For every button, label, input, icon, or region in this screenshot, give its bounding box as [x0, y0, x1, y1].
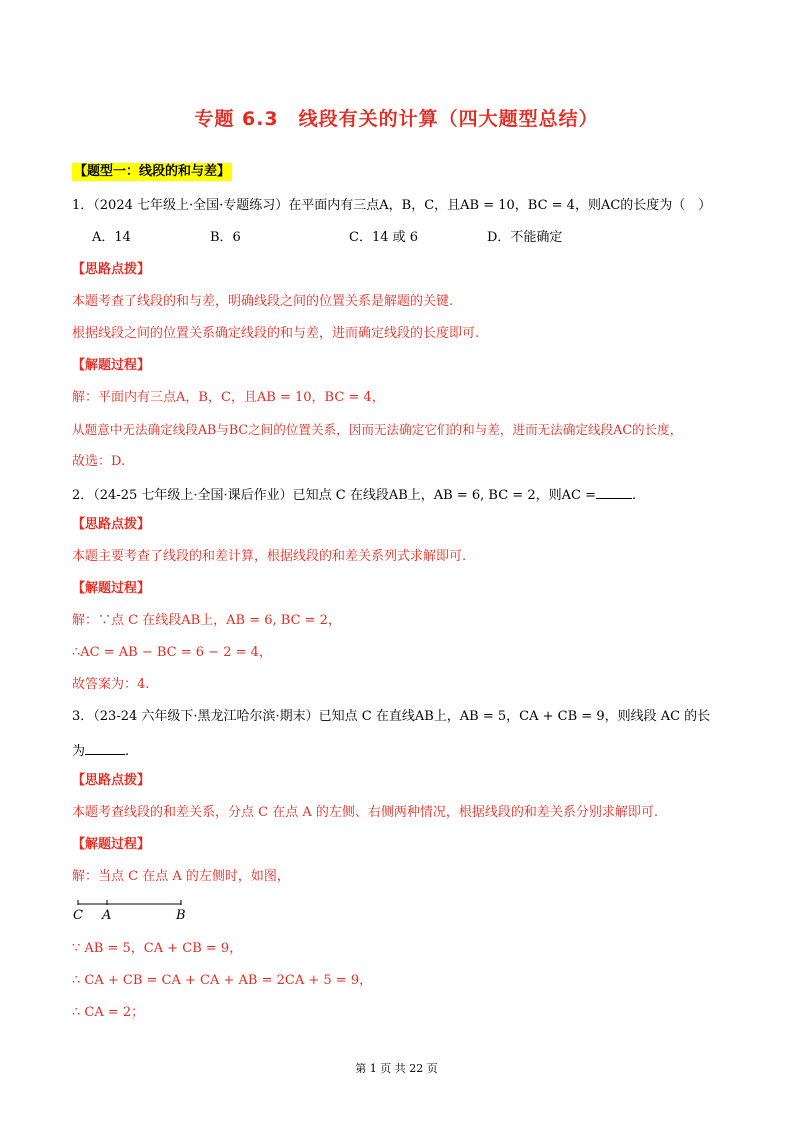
- diagram-label-c: C: [73, 908, 83, 923]
- page-footer: 第 1 页 共 22 页: [355, 1062, 438, 1075]
- answer-blank: [85, 740, 125, 755]
- diagram-label-b: B: [176, 908, 186, 923]
- diagram-label-a: A: [102, 908, 112, 923]
- q3-hint-line: 本题考查线段的和差关系，分点 C 在点 A 的左侧、右侧两种情况，根据线段的和差关系分别求解即可.: [72, 805, 658, 820]
- question-3-period: .: [125, 744, 130, 759]
- q2-solution-line-1: 解：∵点 C 在线段AB上，AB = 6, BC = 2，: [72, 613, 341, 628]
- option-d: D．不能确定: [487, 230, 563, 245]
- question-3-text-cont: 为: [72, 744, 86, 759]
- q2-solution-heading: 【解题过程】: [72, 581, 151, 596]
- q1-solution-line-1: 解：平面内有三点A，B，C，且AB = 10，BC = 4，: [72, 390, 385, 405]
- question-3-stem-cont: [72, 740, 129, 761]
- q1-solution-line-2: 从题意中无法确定线段AB与BC之间的位置关系，因而无法确定它们的和与差，进而无法确定线段AC的长度，: [72, 422, 683, 437]
- page-title: 专题 6.3 线段有关的计算（四大题型总结）: [194, 108, 599, 130]
- q3-solution-intro: 解：当点 C 在点 A 的左侧时，如图，: [72, 869, 290, 884]
- q1-hint-line-2: 根据线段之间的位置关系确定线段的和与差，进而确定线段的长度即可.: [72, 326, 480, 341]
- q3-solution-line-2: ∴ CA + CB = CA + CA + AB = 2CA + 5 = 9，: [72, 973, 373, 988]
- option-c: C．14 或 6: [349, 230, 419, 245]
- option-b: B．6: [210, 230, 241, 245]
- q3-solution-heading: 【解题过程】: [72, 837, 151, 852]
- q2-hint-line: 本题主要考查了线段的和差计算，根据线段的和差关系列式求解即可.: [72, 549, 467, 564]
- segment-diagram: [70, 897, 200, 927]
- question-1-stem: 1．（2024 七年级上·全国·专题练习）在平面内有三点A，B，C，且AB = 10，BC = 4，则AC的长度为（ ）: [72, 198, 712, 213]
- question-2-text: 2．（24-25 七年级上·全国·课后作业）已知点 C 在线段AB上，AB = 6, BC = 2，则AC =: [72, 488, 596, 503]
- question-2-period: .: [631, 488, 637, 503]
- q3-solution-line-1: ∵ AB = 5，CA + CB = 9，: [72, 941, 243, 956]
- q1-solution-heading: 【解题过程】: [72, 358, 151, 373]
- answer-blank: [596, 484, 632, 499]
- q2-solution-line-2: ∴AC = AB − BC = 6 − 2 = 4，: [72, 645, 272, 660]
- question-2-stem: [72, 484, 636, 505]
- q1-solution-line-3: 故选：D.: [72, 454, 126, 469]
- q1-hint-line-1: 本题考查了线段的和与差，明确线段之间的位置关系是解题的关键.: [72, 294, 454, 309]
- q3-hint-heading: 【思路点拨】: [72, 773, 151, 788]
- option-a: A．14: [92, 230, 131, 245]
- q3-solution-line-3: ∴ CA = 2；: [72, 1005, 145, 1020]
- q2-hint-heading: 【思路点拨】: [72, 517, 151, 532]
- category-heading: 【题型一：线段的和与差】: [74, 164, 231, 179]
- q1-hint-heading: 【思路点拨】: [72, 262, 151, 277]
- q2-answer-line: 故答案为：4.: [72, 677, 150, 692]
- question-3-stem: 3．（23-24 六年级下·黑龙江哈尔滨·期末）已知点 C 在直线AB上，AB = 5，CA + CB = 9，则线段 AC 的长: [72, 709, 711, 724]
